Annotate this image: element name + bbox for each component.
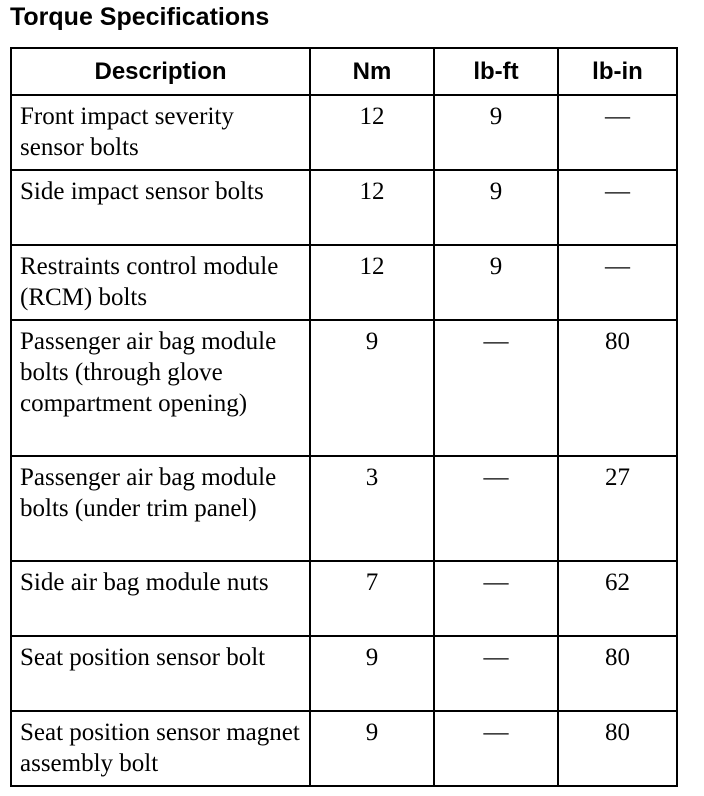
cell-description: Passenger air bag module bolts (through glove compartment opening) xyxy=(11,320,310,456)
table-row xyxy=(11,711,677,786)
cell-description: Seat position sensor bolt xyxy=(11,636,310,711)
column-header-nm: Nm xyxy=(310,48,434,95)
table-row xyxy=(11,95,677,170)
cell-nm: 12 xyxy=(310,170,434,245)
cell-lb-in: — xyxy=(558,170,677,245)
cell-lb-in: — xyxy=(558,95,677,170)
column-header-lb-in: lb-in xyxy=(558,48,677,95)
cell-nm: 3 xyxy=(310,456,434,561)
table-row xyxy=(11,245,677,320)
cell-description: Restraints control module (RCM) bolts xyxy=(11,245,310,320)
cell-nm: 9 xyxy=(310,320,434,456)
cell-description: Side air bag module nuts xyxy=(11,561,310,636)
cell-lb-ft: — xyxy=(434,636,558,711)
cell-lb-ft: — xyxy=(434,456,558,561)
cell-lb-in: 80 xyxy=(558,636,677,711)
cell-lb-in: 27 xyxy=(558,456,677,561)
cell-lb-ft: 9 xyxy=(434,95,558,170)
cell-lb-in: 62 xyxy=(558,561,677,636)
cell-lb-ft: — xyxy=(434,711,558,786)
cell-nm: 7 xyxy=(310,561,434,636)
cell-description: Front impact severity sensor bolts xyxy=(11,95,310,170)
cell-description: Passenger air bag module bolts (under trim panel) xyxy=(11,456,310,561)
table-row xyxy=(11,170,677,245)
table-row xyxy=(11,456,677,561)
cell-description: Seat position sensor magnet assembly bolt xyxy=(11,711,310,786)
cell-lb-ft: 9 xyxy=(434,245,558,320)
cell-lb-ft: — xyxy=(434,320,558,456)
cell-lb-in: — xyxy=(558,245,677,320)
cell-description: Side impact sensor bolts xyxy=(11,170,310,245)
page-title: Torque Specifications xyxy=(10,3,270,31)
column-header-lb-ft: lb-ft xyxy=(434,48,558,95)
cell-nm: 12 xyxy=(310,95,434,170)
table-row xyxy=(11,636,677,711)
header-row xyxy=(11,48,677,95)
cell-lb-ft: 9 xyxy=(434,170,558,245)
table-row xyxy=(11,561,677,636)
cell-lb-ft: — xyxy=(434,561,558,636)
cell-lb-in: 80 xyxy=(558,711,677,786)
column-header-description: Description xyxy=(11,48,310,95)
cell-lb-in: 80 xyxy=(558,320,677,456)
cell-nm: 12 xyxy=(310,245,434,320)
cell-nm: 9 xyxy=(310,636,434,711)
cell-nm: 9 xyxy=(310,711,434,786)
torque-spec-table xyxy=(10,47,678,787)
table-row xyxy=(11,320,677,456)
